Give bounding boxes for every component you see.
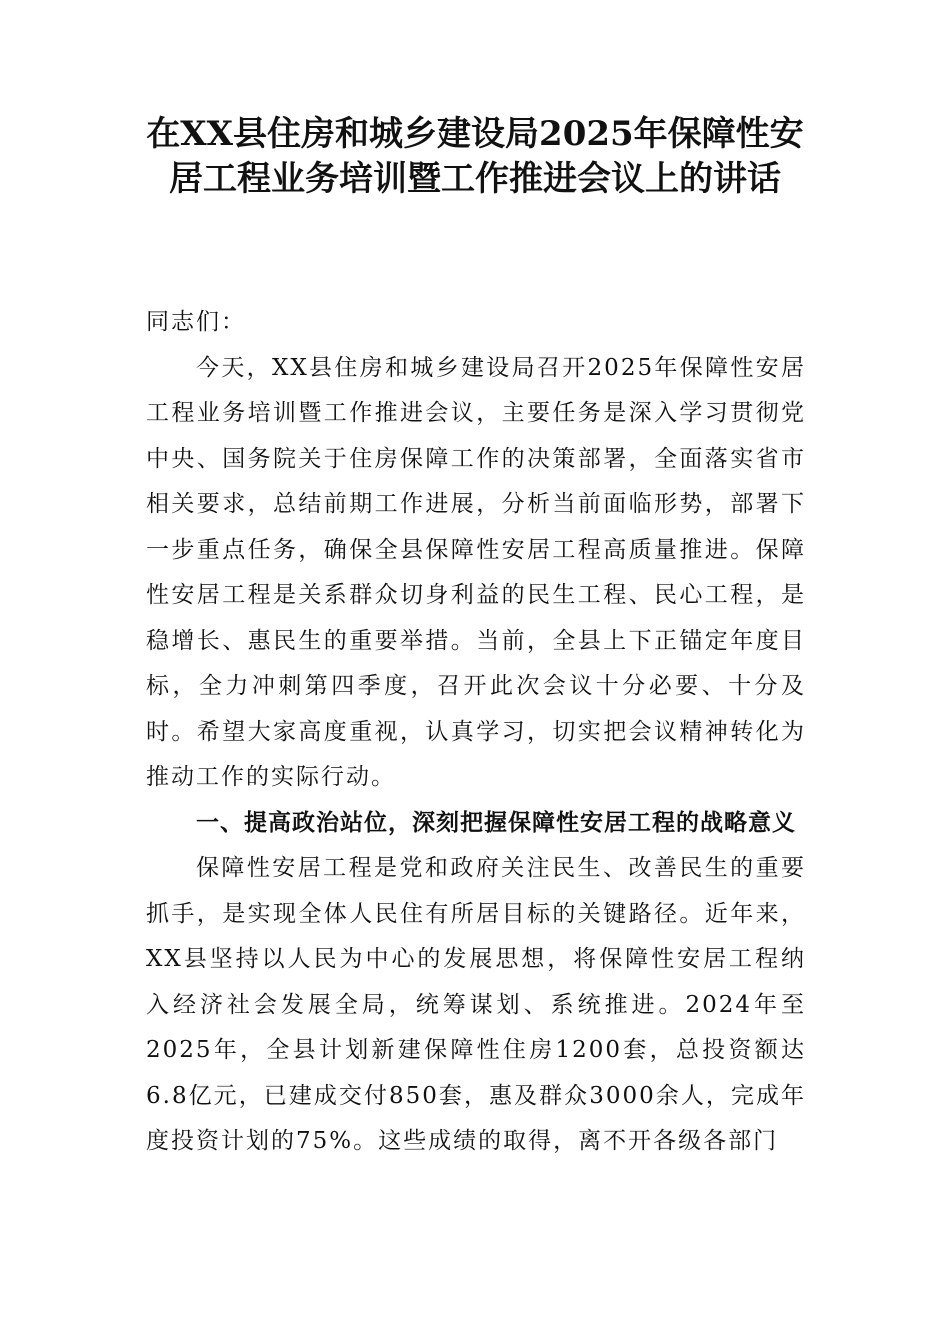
opening-paragraph: 今天，XX县住房和城乡建设局召开2025年保障性安居工程业务培训暨工作推进会议，主要任务是深入学习贯彻党中央、国务院关于住房保障工作的决策部署，全面落实省市相关要求，总结前期工作进展，分析当前面临形势，部署下一步重点任务，确保全县保障性安居工程高质量推进。保障性安居工程是关系群众切身利益的民生工程、民心工程，是稳增长、惠民生的重要举措。当前，全县上下正锚定年度目标，全力冲刺第四季度，召开此次会议十分必要、十分及时。希望大家高度重视，认真学习，切实把会议精神转化为推动工作的实际行动。 bbox=[146, 354, 806, 790]
salutation: 同志们： bbox=[146, 309, 246, 335]
section-paragraph: 保障性安居工程是党和政府关注民生、改善民生的重要抓手，是实现全体人民住有所居目标的关键路径。近年来，XX县坚持以人民为中心的发展思想，将保障性安居工程纳入经济社会发展全局，统筹谋划、系统推进。2024年至2025年，全县计划新建保障性住房1200套，总投资额达6.8亿元，已建成交付850套，惠及群众3000余人，完成年度投资计划的75%。这些成绩的取得，离不开各级各部门 bbox=[146, 855, 806, 1154]
document-title: 在XX县住房和城乡建设局2025年保障性安居工程业务培训暨工作推进会议上的讲话 bbox=[146, 114, 804, 199]
document-body bbox=[146, 300, 806, 1165]
section-heading: 一、提高政治站位，深刻把握保障性安居工程的战略意义 bbox=[196, 809, 796, 836]
